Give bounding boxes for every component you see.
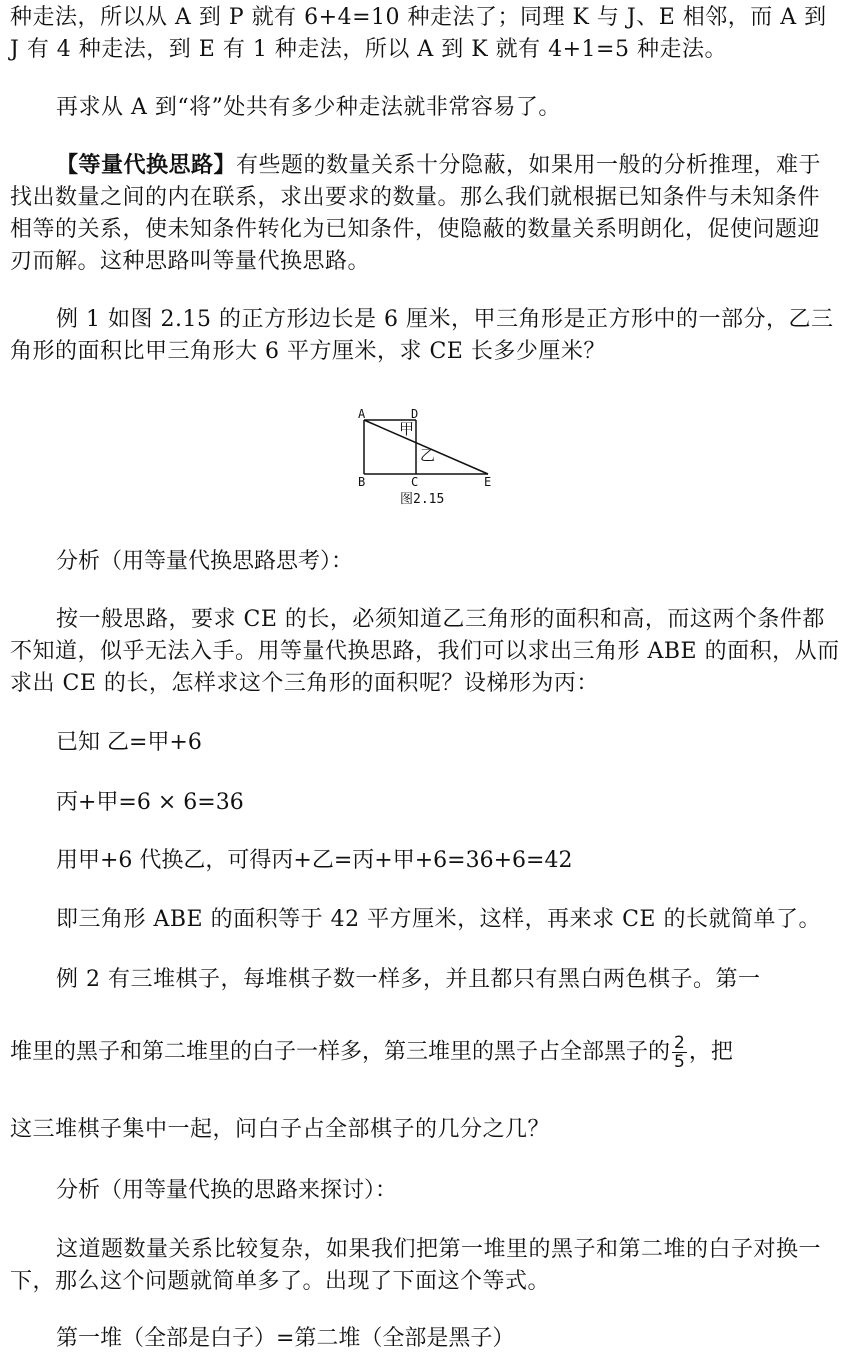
equation-1: 已知 乙=甲+6 xyxy=(56,730,202,755)
label-d: D xyxy=(411,407,419,421)
equation-2: 丙+甲=6 × 6=36 xyxy=(56,790,244,815)
example-2-text-before: 堆里的黑子和第二堆里的白子一样多，第三堆里的黑子占全部黑子的 xyxy=(10,1039,671,1065)
fraction-numerator: 2 xyxy=(674,1033,685,1053)
equation-3: 用甲+6 代换乙，可得丙+乙=丙+甲+6=36+6=42 xyxy=(56,848,573,873)
paragraph-example-2: 例 2 有三堆棋子，每堆棋子数一样多，并且都只有黑白两色棋子。第一 xyxy=(56,967,761,992)
label-a: A xyxy=(358,407,366,421)
fraction-two-fifths xyxy=(672,1034,687,1071)
figure-caption: 图2.15 xyxy=(400,492,445,507)
label-b: B xyxy=(358,475,366,489)
paragraph-example-1: 例 1 如图 2.15 的正方形边长是 6 厘米，甲三角形是正方形中的一部分，乙三角形的面积比甲三角形大 6 平方厘米，求 CE 长多少厘米？ xyxy=(10,307,834,364)
fraction-denominator: 5 xyxy=(674,1052,685,1072)
example-2-continuation xyxy=(10,1034,733,1071)
section-heading: 【等量代换思路】 xyxy=(56,153,237,178)
paragraph-analysis-1: 按一般思路，要求 CE 的长，必须知道乙三角形的面积和高，而这两个条件都不知道，似乎无法入手。用等量代换思路，我们可以求出三角形 ABE 的面积，从而求出 CE 的长，怎样求这个三角形的面积呢？设梯形为丙： xyxy=(10,607,840,696)
equation-piles: 第一堆（全部是白子）=第二堆（全部是黑子） xyxy=(56,1326,515,1351)
paragraph-1: 种走法，所以从 A 到 P 就有 6+4=10 种走法了；同理 K 与 J、E 相邻，而 A 到 J 有 4 种走法，到 E 有 1 种走法，所以 A 到 K 就有 4+1=5 种走法。 xyxy=(10,5,827,62)
label-e: E xyxy=(484,475,492,489)
paragraph-3 xyxy=(10,150,840,278)
figure-2-15 xyxy=(352,406,502,512)
paragraph-conclusion-1: 即三角形 ABE 的面积等于 42 平方厘米，这样，再来求 CE 的长就简单了。 xyxy=(56,907,821,932)
label-c: C xyxy=(411,475,419,489)
paragraph-3-body: 有些题的数量关系十分隐蔽，如果用一般的分析推理，难于找出数量之间的内在联系，求出要求的数量。那么我们就根据已知条件与未知条件相等的关系，使未知条件转化为已知条件，使隐蔽的数量关系明朗化，促使问题迎刃而解。这种思路叫等量代换思路。 xyxy=(10,153,822,274)
analysis-heading-1: 分析（用等量代换思路思考）： xyxy=(56,549,354,574)
paragraph-example-2-question: 这三堆棋子集中一起，问白子占全部棋子的几分之几？ xyxy=(10,1117,551,1142)
label-jia: 甲 xyxy=(399,420,415,438)
paragraph-2: 再求从 A 到“将”处共有多少种走法就非常容易了。 xyxy=(56,95,561,120)
analysis-heading-2: 分析（用等量代换的思路来探讨）： xyxy=(56,1178,398,1203)
paragraph-analysis-2: 这道题数量关系比较复杂，如果我们把第一堆里的黑子和第二堆的白子对换一下，那么这个问题就简单多了。出现了下面这个等式。 xyxy=(10,1237,822,1294)
example-2-text-after: ，把 xyxy=(688,1039,733,1065)
label-yi: 乙 xyxy=(420,446,436,464)
